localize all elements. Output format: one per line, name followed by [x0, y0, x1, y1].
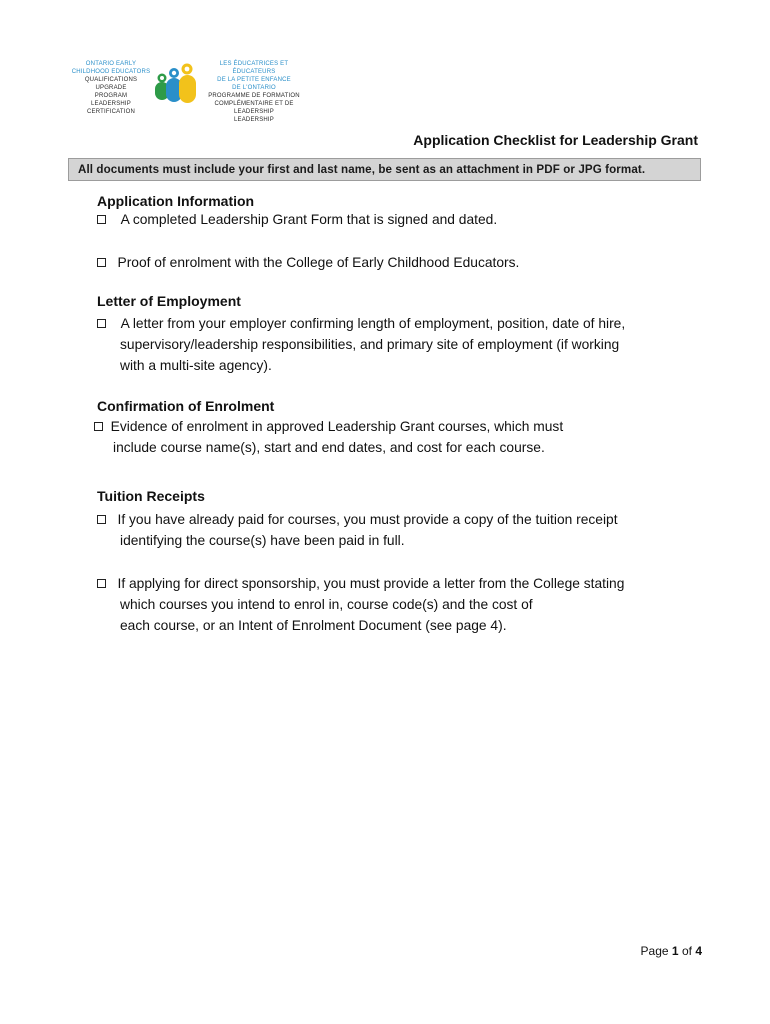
logo-line: COMPLÉMENTAIRE ET DE LEADERSHIP: [214, 101, 294, 115]
checklist-item-text: each course, or an Intent of Enrolment Document (see page 4).: [120, 618, 507, 633]
page-label: Page: [640, 944, 669, 958]
of-label: of: [681, 944, 692, 958]
logo-line: PROGRAM: [94, 93, 128, 99]
section-heading-letter-of-employment: Letter of Employment: [97, 293, 241, 309]
logo-text-french: [198, 60, 310, 124]
page-number: [641, 944, 702, 958]
checklist-item: [97, 209, 497, 230]
checkbox[interactable]: [97, 579, 106, 588]
logo-line: LES ÉDUCATRICES ET ÉDUCATEURS: [219, 61, 289, 75]
checklist-item-text: If you have already paid for courses, you must provide a copy of the tuition receipt: [117, 512, 618, 527]
logo-line: PROGRAMME DE FORMATION: [208, 93, 300, 99]
logo-line: LEADERSHIP CERTIFICATION: [86, 101, 136, 115]
organization-logo: [70, 58, 310, 123]
checkbox[interactable]: [97, 215, 106, 224]
checklist-item-text: A letter from your employer confirming length of employment, position, date of hire,: [120, 316, 626, 331]
logo-line: QUALIFICATIONS UPGRADE: [84, 77, 138, 91]
logo-line: LEADERSHIP: [233, 117, 274, 123]
checklist-item: [97, 573, 624, 636]
checklist-item: [97, 313, 625, 376]
section-heading-tuition-receipts: Tuition Receipts: [97, 488, 205, 504]
section-heading-confirmation-of-enrolment: Confirmation of Enrolment: [97, 398, 275, 414]
logo-text-english: [70, 60, 152, 116]
section-heading-application-information: Application Information: [97, 193, 255, 209]
logo-line: DE L'ONTARIO: [232, 85, 276, 91]
checklist-item-text: If applying for direct sponsorship, you must provide a letter from the College stating: [117, 576, 625, 591]
checklist-item-text: supervisory/leadership responsibilities, and primary site of employment (if working: [120, 337, 620, 352]
instructions-banner: All documents must include your first and last name, be sent as an attachment in PDF or JPG format.: [68, 158, 701, 181]
checklist-item: [97, 509, 618, 551]
checklist-item: [94, 416, 563, 458]
checklist-item-text: A completed Leadership Grant Form that is signed and dated.: [120, 212, 498, 227]
logo-line: DE LA PETITE ENFANCE: [217, 77, 291, 83]
checkbox[interactable]: [94, 422, 103, 431]
checkbox[interactable]: [97, 515, 106, 524]
logo-line: ONTARIO EARLY: [85, 61, 137, 67]
checklist-item-text: Proof of enrolment with the College of Early Childhood Educators.: [117, 255, 520, 270]
checklist-item-text: Evidence of enrolment in approved Leadership Grant courses, which must: [110, 419, 564, 434]
checkbox[interactable]: [97, 319, 106, 328]
total-pages: 4: [695, 944, 702, 958]
logo-figures-icon: [152, 60, 198, 106]
checklist-item-text: identifying the course(s) have been paid in full.: [120, 533, 405, 548]
logo-line: CHILDHOOD EDUCATORS: [71, 69, 151, 75]
checkbox[interactable]: [97, 258, 106, 267]
current-page: 1: [671, 944, 679, 958]
checklist-item-text: with a multi-site agency).: [120, 358, 272, 373]
checklist-item-text: include course name(s), start and end dates, and cost for each course.: [113, 440, 545, 455]
document-title: Application Checklist for Leadership Grant: [413, 132, 698, 148]
checklist-item: [97, 252, 519, 273]
checklist-item-text: which courses you intend to enrol in, course code(s) and the cost of: [120, 597, 533, 612]
